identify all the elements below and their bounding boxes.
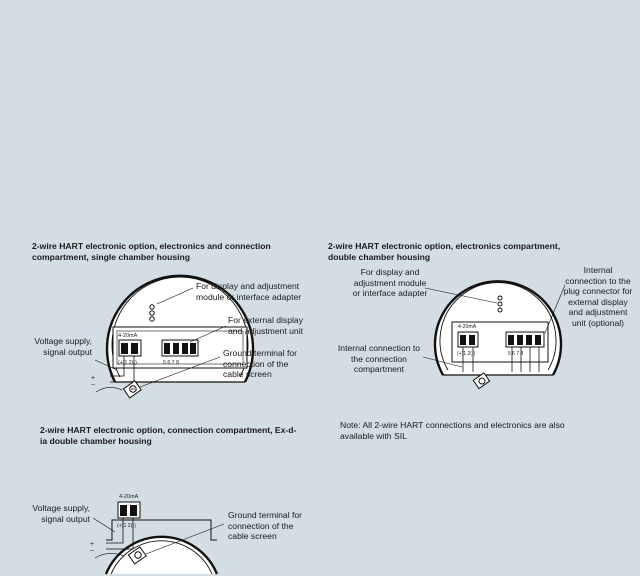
plus-sign: + bbox=[90, 541, 95, 548]
terminal-numbers-left: (+)1 2(-) bbox=[118, 360, 137, 366]
single-chamber-title: 2-wire HART electronic option, electronics and connection compartment, single chamber housing bbox=[32, 241, 271, 262]
single-voltage-label: Voltage supply, signal output bbox=[34, 336, 92, 357]
double-display-module-label: For display and adjustment module or interface adapter bbox=[352, 267, 428, 298]
single-ground-label: Ground terminal for connection of the cable screen bbox=[223, 348, 298, 379]
exd-voltage-label: Voltage supply, signal output bbox=[32, 503, 90, 524]
current-label: 4-20mA bbox=[458, 324, 477, 330]
plus-sign: + bbox=[91, 375, 96, 382]
single-display-module-label: For display and adjustment module or interface adapter bbox=[196, 281, 302, 302]
double-internal-plug-label: Internal connection to the plug connector for external display and adjustment unit (optional) bbox=[563, 265, 633, 328]
terminal-numbers-left: (+)1 2(-) bbox=[457, 351, 476, 357]
current-label: 4-20mA bbox=[119, 494, 139, 500]
terminal-numbers-right: 5 6 7 8 bbox=[163, 360, 179, 366]
double-chamber-title: 2-wire HART electronic option, electronics compartment, double chamber housing bbox=[328, 241, 561, 262]
exd-ground-label: Ground terminal for connection of the cable screen bbox=[228, 510, 303, 541]
single-external-display-label: For external display and adjustment unit bbox=[228, 315, 304, 336]
terminal-block-icon bbox=[118, 502, 140, 518]
minus-sign: − bbox=[91, 382, 96, 389]
minus-sign: − bbox=[90, 548, 95, 555]
terminal-numbers-left: (+)1 2(-) bbox=[117, 523, 136, 529]
terminal-numbers-right: 5 6 7 8 bbox=[508, 351, 524, 357]
sil-note: Note: All 2-wire HART connections and electronics are also available with SIL bbox=[340, 420, 565, 441]
exd-chamber-title: 2-wire HART electronic option, connection compartment, Ex-d-ia double chamber housing bbox=[40, 425, 297, 446]
double-internal-connection-label: Internal connection to the connection compartment bbox=[337, 343, 421, 374]
current-label: 4-20mA bbox=[118, 333, 138, 339]
